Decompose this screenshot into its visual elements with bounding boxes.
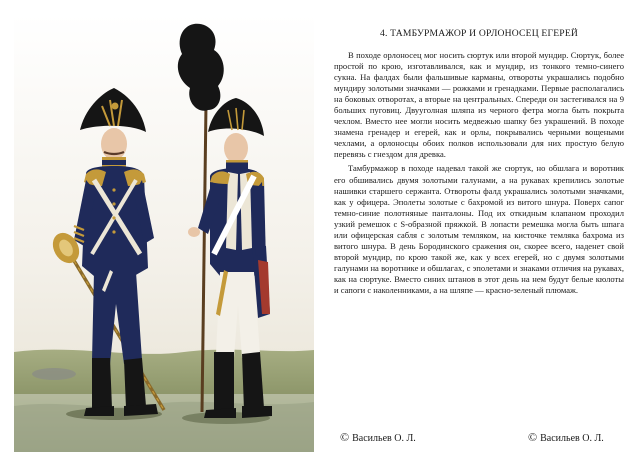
credit-author: Васильев О. Л. xyxy=(352,433,416,444)
paragraph-eagle-bearer: В походе орлоносец мог носить сюртук или второй мундир. Сюртук, более простой по крою, изготавливался, как и мундир, из тонкого темно-синего сукна. На фалдах были фальшивые карманы, отвороты украшались подобно мундиру золотыми значками — рожками и гренадками. Первые располагались на боковых отворотах, а вторые на центральных. Спереди он застегивался на 9 больших пуговиц. Двууголная шляпа из черного фетра могла быть покрыта чехлом. Вместо нее могли носить медвежью шапку без украшений. В походе знамена гренадер и егерей, как и орлы, покрывались черными вощеными чехлами, а орлоносцы обоих полков использовали для них простую белую перевязь с гнездом для древка. xyxy=(334,50,624,160)
credit-author: Васильев О. Л. xyxy=(540,433,604,444)
credit-left xyxy=(340,430,416,445)
uniform-illustration xyxy=(14,14,314,452)
description-column xyxy=(334,28,624,408)
paragraph-drum-major: Тамбурмажор в походе надевал такой же сюртук, но обшлага и воротник его обшивались двумя золотыми галунами, а на рукавах крепились золотые нашивки старшего сержанта. Отвороты фалд украшались золотыми значками, как у офицера. Эполеты золотые с бахромой из витого шнура. Поверх сапог темно-синие полотняные панталоны. Под их откидным клапаном проходил узкий ремешок с S-образной пряжкой. В лопасти ремешка могла быть шпага или офицерская сабля с золотым темляком, на кисточке темляка бахрома из витого шнура. В день Бородинского сражения он, скорее всего, наденет свой второй мундир, по крою такой же, как у всех егерей, но с двумя золотыми галунами на воротнике и обшлагах, с эполетами и знаками отличия на рукавах, как на сюртуке. Вместо синих штанов в этот день на нем будут белые кюлоты и сапоги с наколенниками, а на шляпе — красно-зеленый плюмаж. xyxy=(334,163,624,295)
illustration-svg xyxy=(14,14,314,452)
copyright-symbol: © xyxy=(528,430,538,444)
copyright-symbol: © xyxy=(340,430,350,444)
page-title: 4. ТАМБУРМАЖОР И ОРЛОНОСЕЦ ЕГЕРЕЙ xyxy=(379,28,579,39)
stone xyxy=(32,368,76,380)
credit-right xyxy=(528,430,604,445)
ground-fade xyxy=(14,394,314,452)
